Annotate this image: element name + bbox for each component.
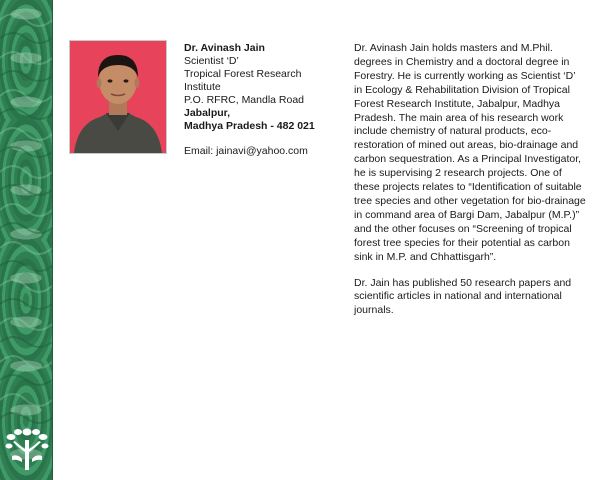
bio-paragraph-2: Dr. Jain has published 50 research papers and scientific articles in national and international journals. (354, 276, 572, 317)
tree-hand-logo-icon (4, 426, 50, 472)
person-portrait-icon (70, 41, 166, 153)
organization-line-2: Institute (184, 81, 221, 93)
profile-photo (69, 40, 167, 154)
city: Jabalpur, (184, 107, 231, 119)
sidebar-pattern (0, 0, 52, 480)
address-line: P.O. RFRC, Mandla Road (184, 94, 305, 106)
designation: Scientist ‘D’ (184, 55, 239, 67)
decorative-sidebar (0, 0, 53, 480)
state-pin: Madhya Pradesh - 482 021 (184, 120, 315, 132)
bio-paragraph-1: Dr. Avinash Jain holds masters and M.Phil. degrees in Chemistry and a doctoral degree in Forestry. He is currently working as Scientist ‘D’ in Ecology & Rehabilitation Division of Tropical Forest Research Institute, Jabalpur, Madhya Pradesh. The main area of his research work include chemistry of natural products, eco-restoration of mined out areas, bio-drainage and carbon sequestration. As a Principal Investigator, he is supervising 2 research projects. One of these projects relates to “Identification of suitable tree species and other vegetation for bio-drainage in command area of Bargi Dam, Jabalpur (M.P.)” and the other focuses on “Screening of tropical forest tree species for their potential as carbon sink in M.P. and Chhattisgarh”. (354, 42, 586, 263)
email-address: Email: jainavi@yahoo.com (184, 145, 308, 157)
contact-info (184, 42, 344, 158)
organization-line-1: Tropical Forest Research (184, 68, 302, 80)
biography (354, 42, 586, 330)
person-name: Dr. Avinash Jain (184, 42, 265, 54)
